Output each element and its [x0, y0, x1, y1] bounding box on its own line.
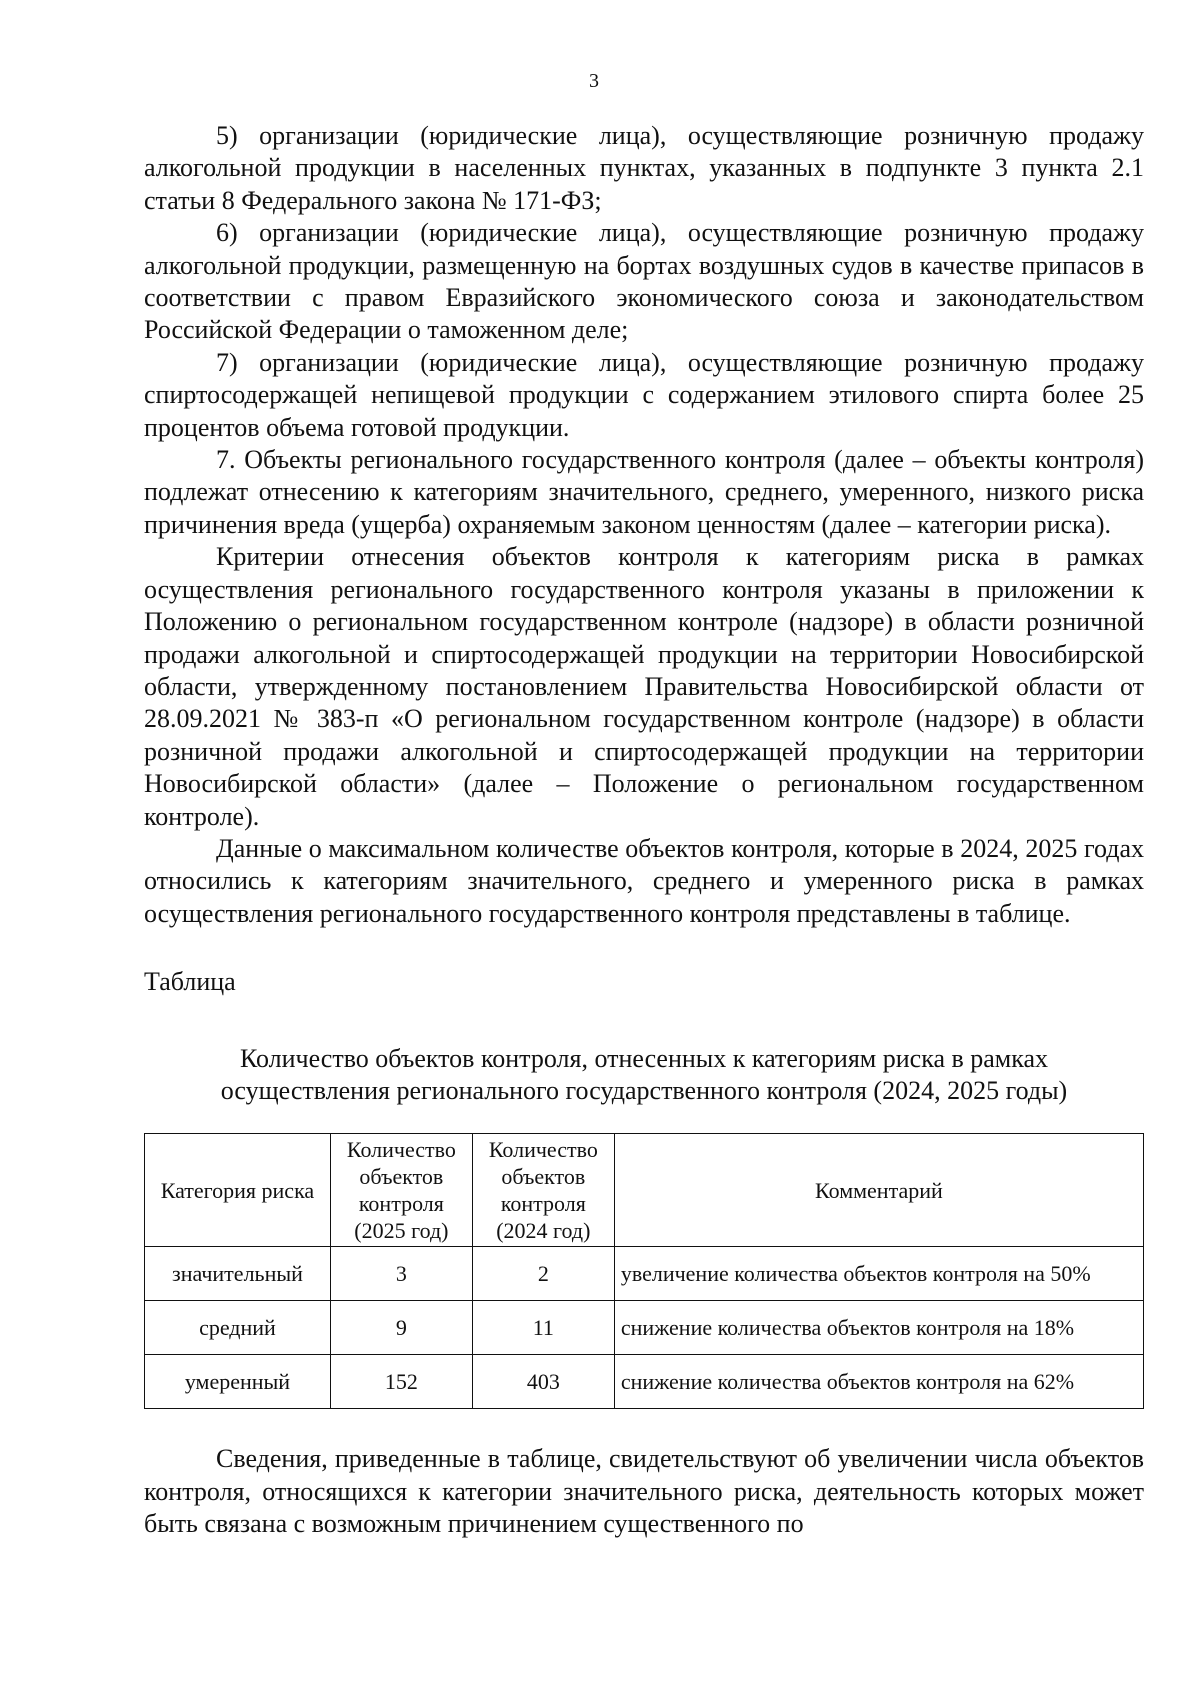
document-body — [144, 120, 1144, 1541]
table-row — [145, 1247, 1144, 1301]
paragraph-item-6: 6) организации (юридические лица), осуществляющие розничную продажу алкогольной продукции, размещенную на бортах воздушных судов в качестве припасов в соответствии с правом Евразийского экономического союза и законодательством Российской Федерации о таможенном деле; — [144, 218, 1144, 345]
cell-category: значительный — [145, 1247, 331, 1301]
cell-count-2024: 403 — [472, 1355, 614, 1409]
cell-count-2024: 11 — [472, 1301, 614, 1355]
cell-count-2025: 3 — [330, 1247, 472, 1301]
page-number: 3 — [589, 70, 599, 92]
table-row — [145, 1355, 1144, 1409]
header-category: Категория риска — [145, 1134, 331, 1247]
paragraph-section-7: 7. Объекты регионального государственного контроля (далее – объекты контроля) подлежат отнесению к категориям значительного, среднего, умеренного, низкого риска причинения вреда (ущерба) охраняемым законом ценностям (далее – категории риска). — [144, 445, 1144, 539]
cell-count-2024: 2 — [472, 1247, 614, 1301]
paragraph-item-7: 7) организации (юридические лица), осуществляющие розничную продажу спиртосодержащей непищевой продукции с содержанием этилового спирта более 25 процентов объема готовой продукции. — [144, 347, 1144, 442]
table-row — [145, 1301, 1144, 1355]
cell-comment: снижение количества объектов контроля на 18% — [614, 1301, 1143, 1355]
paragraph-conclusion: Сведения, приведенные в таблице, свидетельствуют об увеличении числа объектов контроля, относящихся к категории значительного риска, деятельность которых может быть связана с возможным причинением существенного по — [144, 1444, 1144, 1539]
table-header-row — [145, 1134, 1144, 1247]
table-label: Таблица — [144, 967, 236, 997]
cell-category: умеренный — [145, 1355, 331, 1409]
risk-category-table — [144, 1133, 1144, 1409]
cell-comment: увеличение количества объектов контроля на 50% — [614, 1247, 1143, 1301]
cell-comment: снижение количества объектов контроля на 62% — [614, 1355, 1143, 1409]
table-title: Количество объектов контроля, отнесенных к категориям риска в рамках осуществления регионального государственного контроля (2024, 2025 годы) — [220, 1043, 1068, 1105]
paragraph-item-5: 5) организации (юридические лица), осуществляющие розничную продажу алкогольной продукции в населенных пунктах, указанных в подпункте 3 пункта 2.1 статьи 8 Федерального закона № 171-ФЗ; — [144, 121, 1144, 215]
cell-category: средний — [145, 1301, 331, 1355]
header-count-2025: Количество объектов контроля (2025 год) — [330, 1134, 472, 1247]
header-comment: Комментарий — [614, 1134, 1143, 1247]
header-count-2024: Количество объектов контроля (2024 год) — [472, 1134, 614, 1247]
paragraph-data-intro: Данные о максимальном количестве объектов контроля, которые в 2024, 2025 годах относились к категориям значительного, среднего и умеренного риска в рамках осуществления регионального государственного контроля представлены в таблице. — [144, 833, 1144, 928]
cell-count-2025: 9 — [330, 1301, 472, 1355]
paragraph-criteria: Критерии отнесения объектов контроля к категориям риска в рамках осуществления регионального государственного контроля указаны в приложении к Положению о региональном государственном контроле (надзоре) в области розничной продажи алкогольной и спиртосодержащей продукции на территории Новосибирской области, утвержденному постановлением Правительства Новосибирской области от 28.09.2021 № 383-п «О региональном государственном контроле (надзоре) в области розничной продажи алкогольной и спиртосодержащей продукции на территории Новосибирской области» (далее – Положение о региональном государственном контроле). — [144, 542, 1144, 831]
cell-count-2025: 152 — [330, 1355, 472, 1409]
